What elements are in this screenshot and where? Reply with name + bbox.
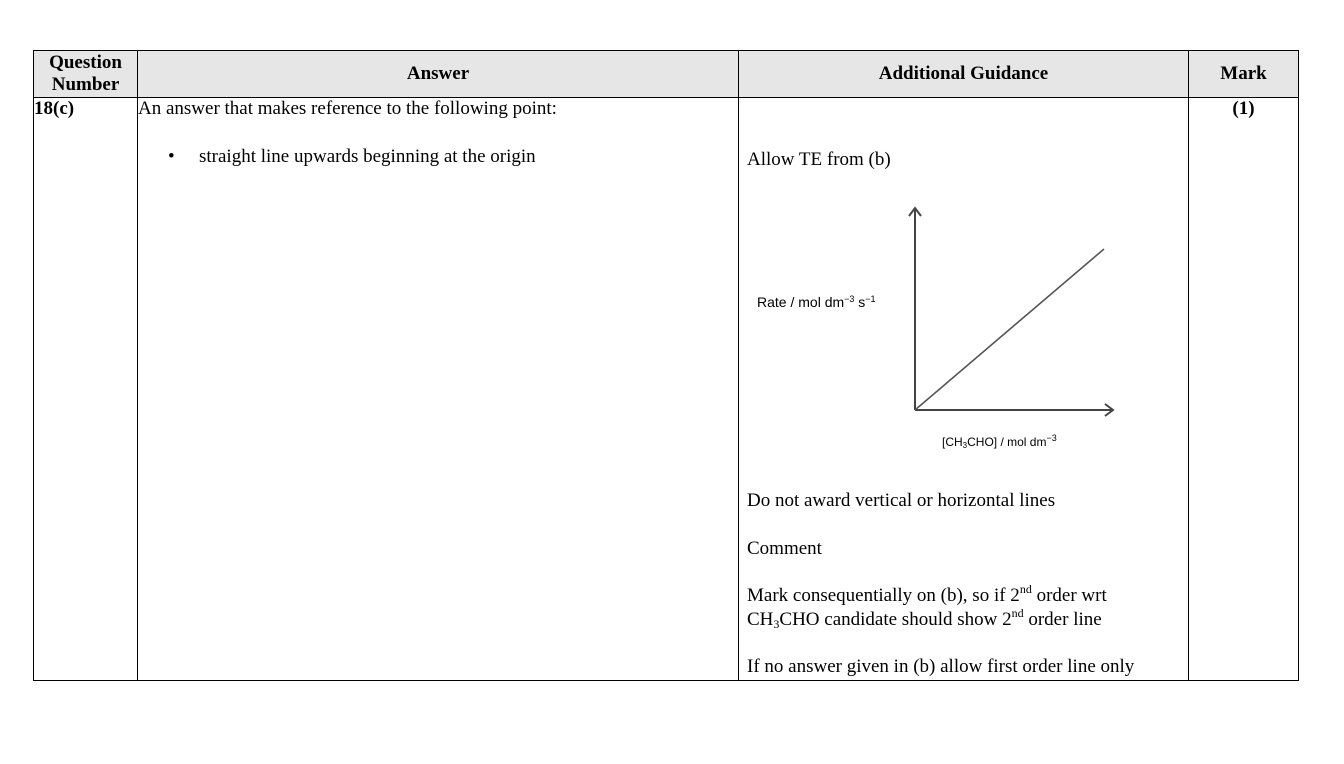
y-axis-exponent-1: −3 [844,294,855,304]
rate-graph-sketch [747,198,1147,463]
mark-scheme-table [33,50,1299,681]
guidance-cell [739,98,1189,681]
question-number-header [34,51,138,98]
answer-header: Answer [138,51,739,98]
consequential-sub: 3 [773,617,780,631]
mark-cell: (1) [1189,98,1299,681]
consequential-text-1: Mark consequentially on (b), so if 2 [747,585,1020,606]
mark-header: Mark [1189,51,1299,98]
guidance-header: Additional Guidance [739,51,1189,98]
answer-bullet: • straight line upwards beginning at the origin [199,146,738,168]
guidance-allow-te: Allow TE from (b) [747,149,891,170]
question-number-cell: 18(c) [34,98,138,681]
answer-intro: An answer that makes reference to the following point: [138,98,557,119]
consequential-text-5: order line [1023,609,1102,630]
table-row [34,98,1299,681]
guidance-no-answer: If no answer given in (b) allow first order line only [747,656,1135,677]
x-axis-label-subscript: 3 [962,441,968,450]
consequential-sup-1: nd [1019,582,1032,596]
question-number-header-line1: Question [49,52,122,73]
rate-graph-svg [747,198,1147,463]
guidance-do-not-award: Do not award vertical or horizontal lines [747,490,1056,511]
question-number-header-line2: Number [51,74,120,95]
y-axis-label-text: Rate / mol dm [757,294,845,310]
x-axis-exponent: −3 [1046,433,1057,443]
x-axis-label [942,435,1057,449]
answer-cell [138,98,739,681]
header-row [34,51,1299,98]
y-axis-label [757,294,876,310]
guidance-consequential [747,584,1107,632]
guidance-comment-heading: Comment [747,538,822,559]
y-axis-label-unit: s [854,294,866,310]
consequential-sup-2: nd [1011,606,1024,620]
x-axis-label-post: CHO] / mol dm [967,435,1047,449]
first-order-line [915,249,1104,410]
consequential-text-2: order wrt [1031,585,1107,606]
y-axis-exponent-2: −1 [865,294,876,304]
x-axis-label-pre: [CH [942,435,963,449]
answer-bullet-list [138,146,738,168]
consequential-text-3: CH [747,609,774,630]
consequential-text-4: CHO candidate should show 2 [779,609,1012,630]
